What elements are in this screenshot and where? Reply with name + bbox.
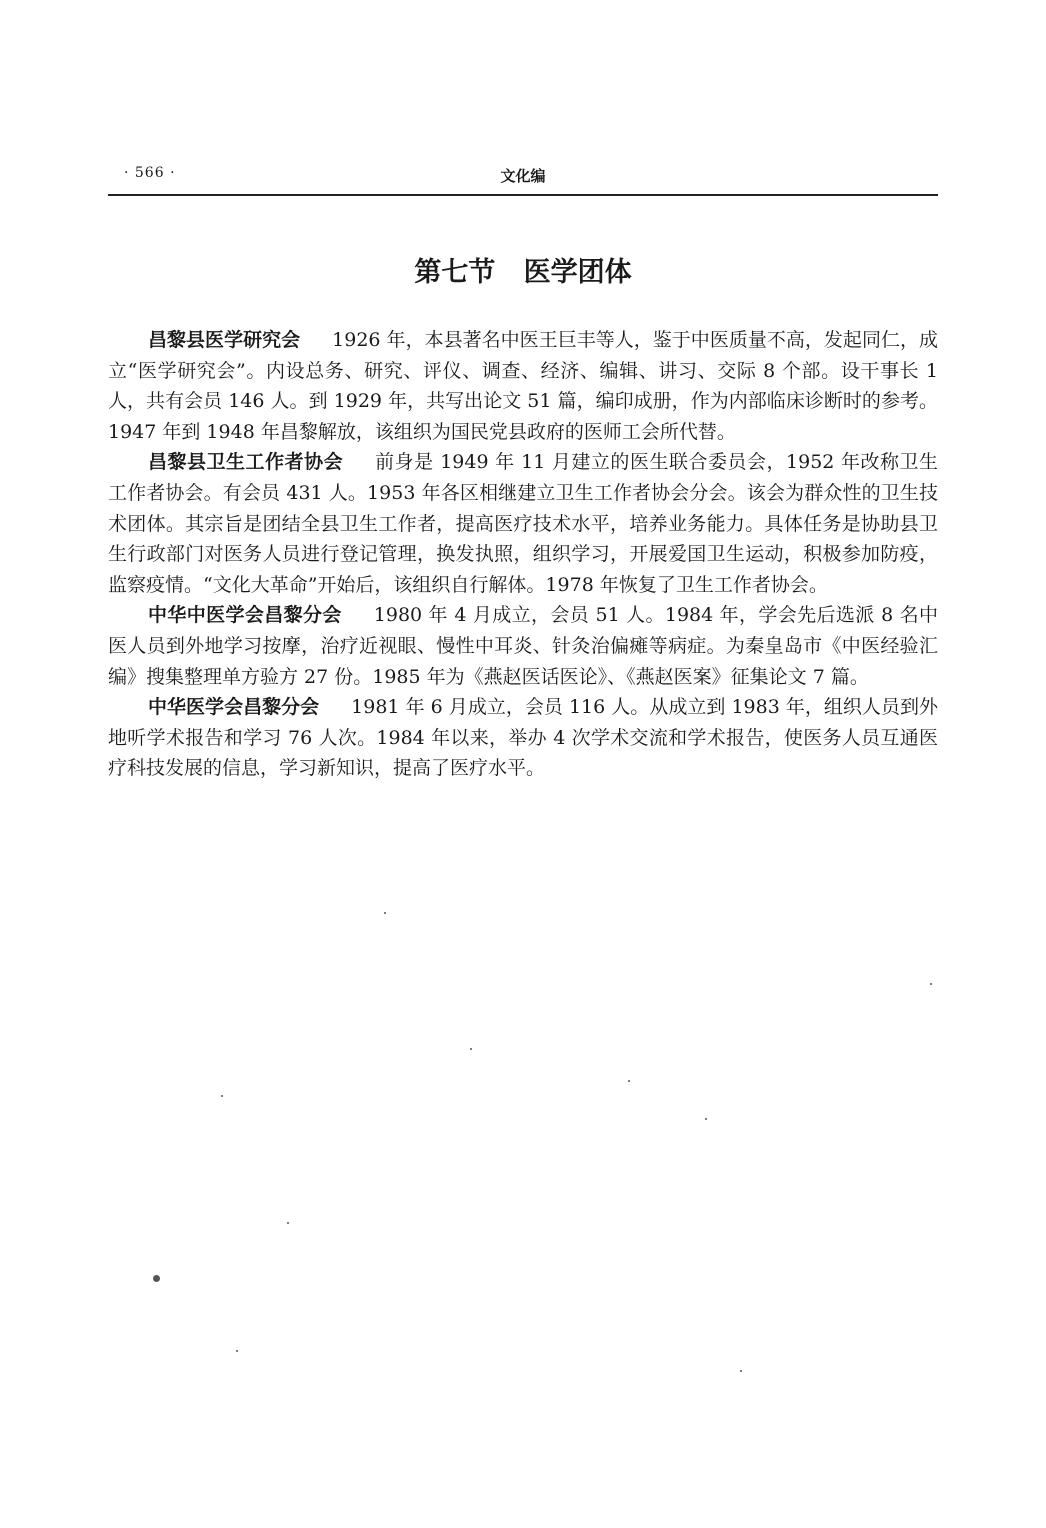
scan-speck: [705, 1118, 707, 1120]
paragraph-lead: 昌黎县卫生工作者协会: [148, 451, 344, 474]
paragraph-medical-research-society: [108, 325, 938, 447]
scan-speck: [628, 1080, 630, 1082]
page-number: · 566 ·: [124, 165, 176, 181]
body-text: [108, 325, 938, 784]
scan-speck: [930, 983, 932, 985]
scan-speck: [384, 912, 386, 914]
paragraph-text: 前身是 1949 年 11 月建立的医生联合委员会，1952 年改称卫生工作者协会。有会员 431 人。1953 年各区相继建立卫生工作者协会分会。该会为群众性的卫生技术团体。其宗旨是团结全县卫生工作者，提高医疗技术水平，培养业务能力。具体任务是协助县卫生行政部门对医务人员进行登记管理，换发执照，组织学习，开展爱国卫生运动，积极参加防疫，监察疫情。“文化大革命”开始后，该组织自行解体。1978 年恢复了卫生工作者协会。: [108, 451, 938, 596]
scan-speck: [470, 1048, 472, 1050]
paragraph-text: 1980 年 4 月成立，会员 51 人。1984 年，学会先后选派 8 名中医人员到外地学习按摩，治疗近视眼、慢性中耳炎、针灸治偏瘫等病症。为秦皇岛市《中医经验汇编》搜集整理单方验方 27 份。1985 年为《燕赵医话医论》、《燕赵医案》征集论文 7 篇。: [108, 604, 938, 688]
paragraph-health-workers-association: [108, 447, 938, 600]
scan-speck: [153, 1275, 160, 1282]
paragraph-lead: 昌黎县医学研究会: [148, 329, 301, 351]
section-title: 第七节 医学团体: [414, 257, 632, 288]
scan-speck: [287, 1222, 289, 1224]
scan-speck: [221, 1095, 223, 1097]
header-rule: [108, 194, 938, 196]
paragraph-medical-association-branch: [108, 692, 938, 784]
scan-speck: [236, 1350, 238, 1352]
paragraph-text: 1926 年，本县著名中医王巨丰等人，鉴于中医质量不高，发起同仁，成立“医学研究会”。内设总务、研究、评仪、调查、经济、编辑、讲习、交际 8 个部。设干事长 1 人，共有会员 146 人。到 1929 年，共写出论文 51 篇，编印成册，作为内部临床诊断时的参考。1947 年到 1948 年昌黎解放，该组织为国民党县政府的医师工会所代替。: [108, 329, 938, 443]
running-head: 文化编: [500, 167, 546, 185]
paragraph-lead: 中华医学会昌黎分会: [148, 696, 320, 719]
scan-speck: [740, 1370, 742, 1372]
paragraph-lead: 中华中医学会昌黎分会: [148, 604, 342, 627]
paragraph-text: 1981 年 6 月成立，会员 116 人。从成立到 1983 年，组织人员到外地听学术报告和学习 76 人次。1984 年以来，举办 4 次学术交流和学术报告，使医务人员互通医疗科技发展的信息，学习新知识，提高了医疗水平。: [108, 696, 938, 780]
paragraph-tcm-society-branch: [108, 600, 938, 692]
